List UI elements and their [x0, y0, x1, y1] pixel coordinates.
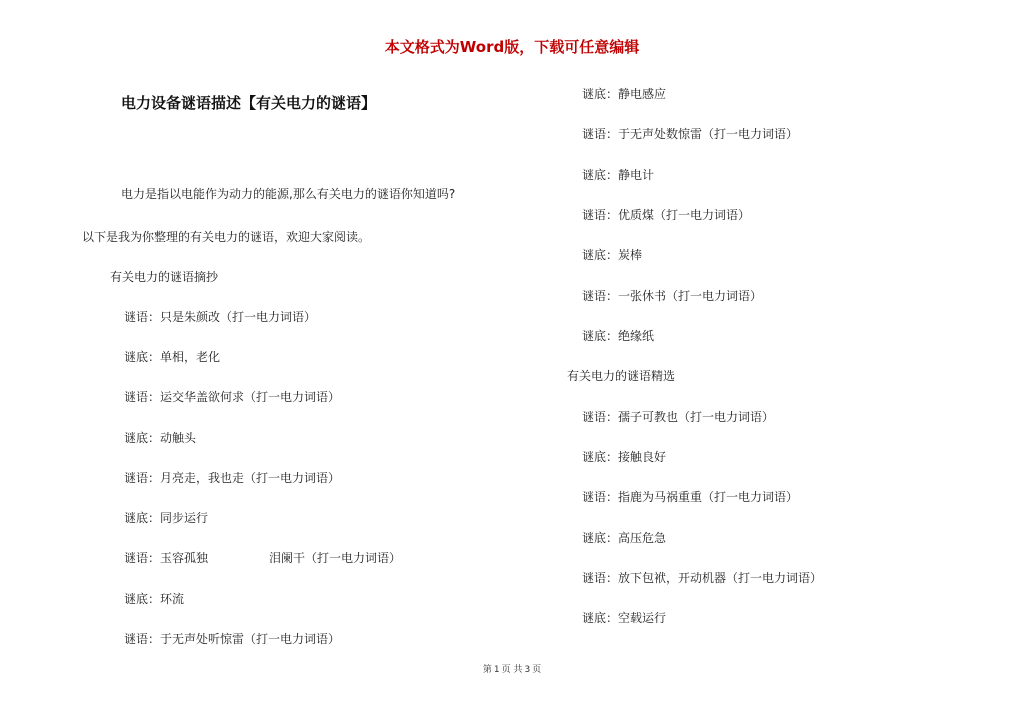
riddle-question: 谜语：放下包袱，开动机器（打一电力词语）	[582, 571, 823, 585]
riddle-question: 谜语：只是朱颜改（打一电力词语）	[124, 310, 317, 324]
riddle-question: 谜语：玉容孤独 泪阑干（打一电力词语）	[124, 551, 402, 565]
riddle-answer: 谜底：动触头	[124, 431, 197, 445]
footer-mid: 页 共	[501, 665, 523, 675]
section-heading-selected: 有关电力的谜语精选	[567, 369, 676, 383]
footer-prefix: 第	[482, 665, 492, 675]
riddle-question: 谜语：于无声处听惊雷（打一电力词语）	[124, 632, 341, 646]
riddle-answer: 谜底：单相，老化	[124, 350, 221, 364]
footer-total-pages: 3	[524, 665, 531, 675]
riddle-question: 谜语：指鹿为马祸重重（打一电力词语）	[582, 490, 799, 504]
riddle-answer: 谜底：空载运行	[582, 611, 667, 625]
riddle-question: 谜语：运交华盖欲何求（打一电力词语）	[124, 390, 341, 404]
riddle-question: 谜语：孺子可教也（打一电力词语）	[582, 410, 775, 424]
page-footer	[0, 662, 1024, 675]
riddle-question: 谜语：于无声处数惊雷（打一电力词语）	[582, 127, 799, 141]
riddle-answer: 谜底：环流	[124, 592, 185, 606]
riddle-answer: 谜底：炭棒	[582, 248, 643, 262]
document-title: 电力设备谜语描述【有关电力的谜语】	[121, 94, 377, 112]
intro-line-2: 以下是我为你整理的有关电力的谜语，欢迎大家阅读。	[82, 230, 371, 244]
riddle-answer: 谜底：接触良好	[582, 450, 667, 464]
section-heading-excerpts: 有关电力的谜语摘抄	[110, 270, 219, 284]
riddle-question: 谜语：优质煤（打一电力词语）	[582, 208, 751, 222]
footer-suffix: 页	[532, 665, 542, 675]
riddle-answer: 谜底：静电感应	[582, 87, 667, 101]
riddle-question: 谜语：一张休书（打一电力词语）	[582, 289, 763, 303]
riddle-question: 谜语：月亮走，我也走（打一电力词语）	[124, 471, 341, 485]
riddle-answer: 谜底：绝缘纸	[582, 329, 655, 343]
intro-line-1: 电力是指以电能作为动力的能源,那么有关电力的谜语你知道吗?	[121, 187, 456, 201]
document-banner: 本文格式为Word版，下载可任意编辑	[384, 38, 640, 56]
riddle-answer: 谜底：同步运行	[124, 511, 209, 525]
riddle-answer: 谜底：静电计	[582, 168, 655, 182]
riddle-answer: 谜底：高压危急	[582, 531, 667, 545]
footer-current-page: 1	[493, 665, 500, 675]
